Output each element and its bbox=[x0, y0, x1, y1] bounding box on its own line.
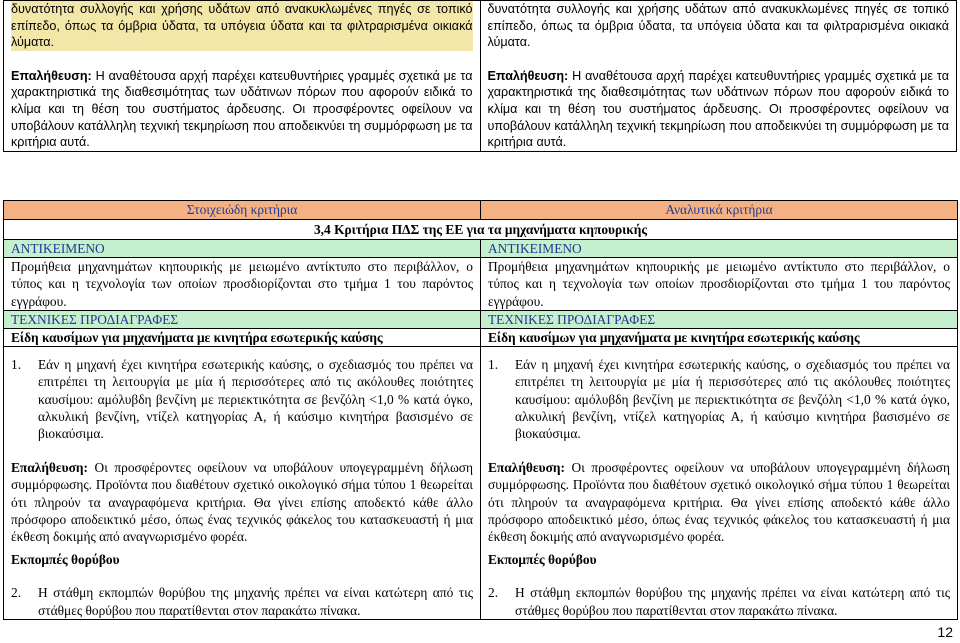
item-1-text: Εάν η μηχανή έχει κινητήρα εσωτερικής καύσης, ο σχεδιασμός του πρέπει να επιτρέπει τη λειτουργία με μία ή περισσότερες από τις ακόλουθες ποιότητες καυσίμου: αμόλυβδη βενζίνη με περιεκτικότητα σε βενζόλη <1,0 % κατά όγκο, αλκυλική βενζίνη, ντίζελ κατηγορίας Α, ή καύσιμο κινητήρα βασισμένο σε βιοκαύσιμα. bbox=[38, 357, 473, 442]
item-2-text: Η στάθμη εκπομπών θορύβου της μηχανής πρέπει να είναι κατώτερη από τις στάθμες θορύβου που παρατίθενται στον παρακάτω πίνακα. bbox=[38, 585, 473, 618]
item-1 bbox=[11, 356, 473, 442]
item-2-number: 2. bbox=[488, 585, 499, 601]
noise-heading: Εκπομπές θορύβου bbox=[488, 552, 597, 568]
gardening-criteria-table bbox=[3, 200, 958, 620]
top-left-verification-text: Η αναθέτουσα αρχή παρέχει κατευθυντήριες γραμμές σχετικά με τα χαρακτηριστικά της διαθεσιμότητας των υδάτινων πόρων που αφορούν ειδικά το κλίμα και τη θέση του συστήματος άρδευσης. Οι προσφέροντες οφείλουν να υποβάλουν κατάλληλη τεχνική τεκμηρίωση που αποδεικνύει τη συμμόρφωση με τα κριτήρια αυτά. bbox=[11, 68, 473, 150]
top-right-intro: δυνατότητα συλλογής και χρήσης υδάτων από ανακυκλωμένες πηγές σε τοπικό επίπεδο, όπως τα όμβρια ύδατα, τα υπόγεια ύδατα και τα φιλτραρισμένα οικιακά λύματα. bbox=[487, 2, 949, 50]
noise-heading: Εκπομπές θορύβου bbox=[11, 552, 120, 568]
header-core-criteria: Στοιχειώδη κριτήρια bbox=[4, 201, 481, 220]
page-number: 12 bbox=[937, 624, 953, 640]
comprehensive-criteria-column bbox=[481, 240, 958, 620]
top-right-verification-label: Επαλήθευση: bbox=[487, 68, 569, 83]
verification-label: Επαλήθευση: bbox=[488, 460, 565, 476]
top-right-verification bbox=[488, 68, 950, 151]
fuel-heading: Είδη καυσίμων για μηχανήματα με κινητήρα εσωτερικής καύσης bbox=[481, 329, 957, 347]
verification-text: Οι προσφέροντες οφείλουν να υποβάλουν υπογεγραμμένη δήλωση συμμόρφωσης. Προϊόντα που διαθέτουν σχετικό οικολογικό σήμα τύπου 1 θεωρείται ότι πληρούν τα αναγραφόμενα κριτήρια. Θα γίνει επίσης αποδεκτό κάθε άλλο πρόσφορο αποδεικτικό μέσο, όπως ένας τεχνικός φάκελος του κατασκευαστή ή μια έκθεση δοκιμής από αναγνωρισμένο φορέα. bbox=[11, 460, 473, 545]
item-2 bbox=[488, 584, 950, 618]
item-1-number: 1. bbox=[11, 357, 22, 373]
top-criteria-table bbox=[3, 0, 957, 152]
fuel-heading: Είδη καυσίμων για μηχανήματα με κινητήρα εσωτερικής καύσης bbox=[4, 329, 480, 347]
verification-paragraph bbox=[11, 459, 473, 545]
header-row bbox=[4, 201, 958, 220]
subject-text: Προμήθεια μηχανημάτων κηπουρικής με μειωμένο αντίκτυπο στο περιβάλλον, ο τύπος και η τεχνολογία των οποίων προσδιορίζονται στο τμήμα 1 του παρόντος εγγράφου. bbox=[4, 258, 480, 311]
item-2 bbox=[11, 584, 473, 618]
core-criteria-column bbox=[4, 240, 481, 620]
item-1-number: 1. bbox=[488, 357, 499, 373]
top-left-verification-label: Επαλήθευση: bbox=[11, 68, 92, 83]
item-2-number: 2. bbox=[11, 585, 22, 601]
item-1 bbox=[488, 356, 950, 442]
subject-heading: ΑΝΤΙΚΕΙΜΕΝΟ bbox=[481, 240, 957, 258]
verification-paragraph bbox=[488, 459, 950, 545]
verification-label: Επαλήθευση: bbox=[11, 460, 88, 476]
subject-heading: ΑΝΤΙΚΕΙΜΕΝΟ bbox=[4, 240, 480, 258]
header-comprehensive-criteria: Αναλυτικά κριτήρια bbox=[481, 201, 958, 220]
top-right-verification-text: Η αναθέτουσα αρχή παρέχει κατευθυντήριες γραμμές σχετικά με τα χαρακτηριστικά της διαθεσιμότητας των υδάτινων πόρων που αφορούν ειδικά το κλίμα και τη θέση του συστήματος άρδευσης. Οι προσφέροντες οφείλουν να υποβάλουν κατάλληλη τεχνική τεκμηρίωση που αποδεικνύει τη συμμόρφωση με τα κριτήρια αυτά. bbox=[487, 68, 949, 150]
top-left-cell bbox=[4, 1, 481, 152]
subject-text: Προμήθεια μηχανημάτων κηπουρικής με μειωμένο αντίκτυπο στο περιβάλλον, ο τύπος και η τεχνολογία των οποίων προσδιορίζονται στο τμήμα 1 του παρόντος εγγράφου. bbox=[481, 258, 957, 311]
top-left-intro: δυνατότητα συλλογής και χρήσης υδάτων από ανακυκλωμένες πηγές σε τοπικό επίπεδο, όπως τα όμβρια ύδατα, τα υπόγεια ύδατα και τα φιλτραρισμένα οικιακά λύματα. bbox=[11, 2, 473, 50]
specs-heading: ΤΕΧΝΙΚΕΣ ΠΡΟΔΙΑΓΡΑΦΕΣ bbox=[4, 311, 480, 329]
item-1-text: Εάν η μηχανή έχει κινητήρα εσωτερικής καύσης, ο σχεδιασμός του πρέπει να επιτρέπει τη λειτουργία με μία ή περισσότερες από τις ακόλουθες ποιότητες καυσίμου: αμόλυβδη βενζίνη με περιεκτικότητα σε βενζόλη <1,0 % κατά όγκο, αλκυλική βενζίνη, ντίζελ κατηγορίας Α, ή καύσιμο κινητήρα βασισμένο σε βιοκαύσιμα. bbox=[515, 357, 950, 442]
top-right-cell bbox=[480, 1, 957, 152]
item-2-text: Η στάθμη εκπομπών θορύβου της μηχανής πρέπει να είναι κατώτερη από τις στάθμες θορύβου που παρατίθενται στον παρακάτω πίνακα. bbox=[515, 585, 950, 618]
verification-text: Οι προσφέροντες οφείλουν να υποβάλουν υπογεγραμμένη δήλωση συμμόρφωσης. Προϊόντα που διαθέτουν σχετικό οικολογικό σήμα τύπου 1 θεωρείται ότι πληρούν τα αναγραφόμενα κριτήρια. Θα γίνει επίσης αποδεκτό κάθε άλλο πρόσφορο αποδεικτικό μέσο, όπως ένας τεχνικός φάκελος του κατασκευαστή ή μια έκθεση δοκιμής από αναγνωρισμένο φορέα. bbox=[488, 460, 950, 545]
specs-heading: ΤΕΧΝΙΚΕΣ ΠΡΟΔΙΑΓΡΑΦΕΣ bbox=[481, 311, 957, 329]
criteria-body-row bbox=[4, 240, 958, 620]
section-title-row bbox=[4, 220, 958, 240]
top-left-verification bbox=[11, 68, 473, 151]
section-title: 3,4 Κριτήρια ΠΔΣ της ΕΕ για τα μηχανήματα κηπουρικής bbox=[4, 220, 958, 240]
